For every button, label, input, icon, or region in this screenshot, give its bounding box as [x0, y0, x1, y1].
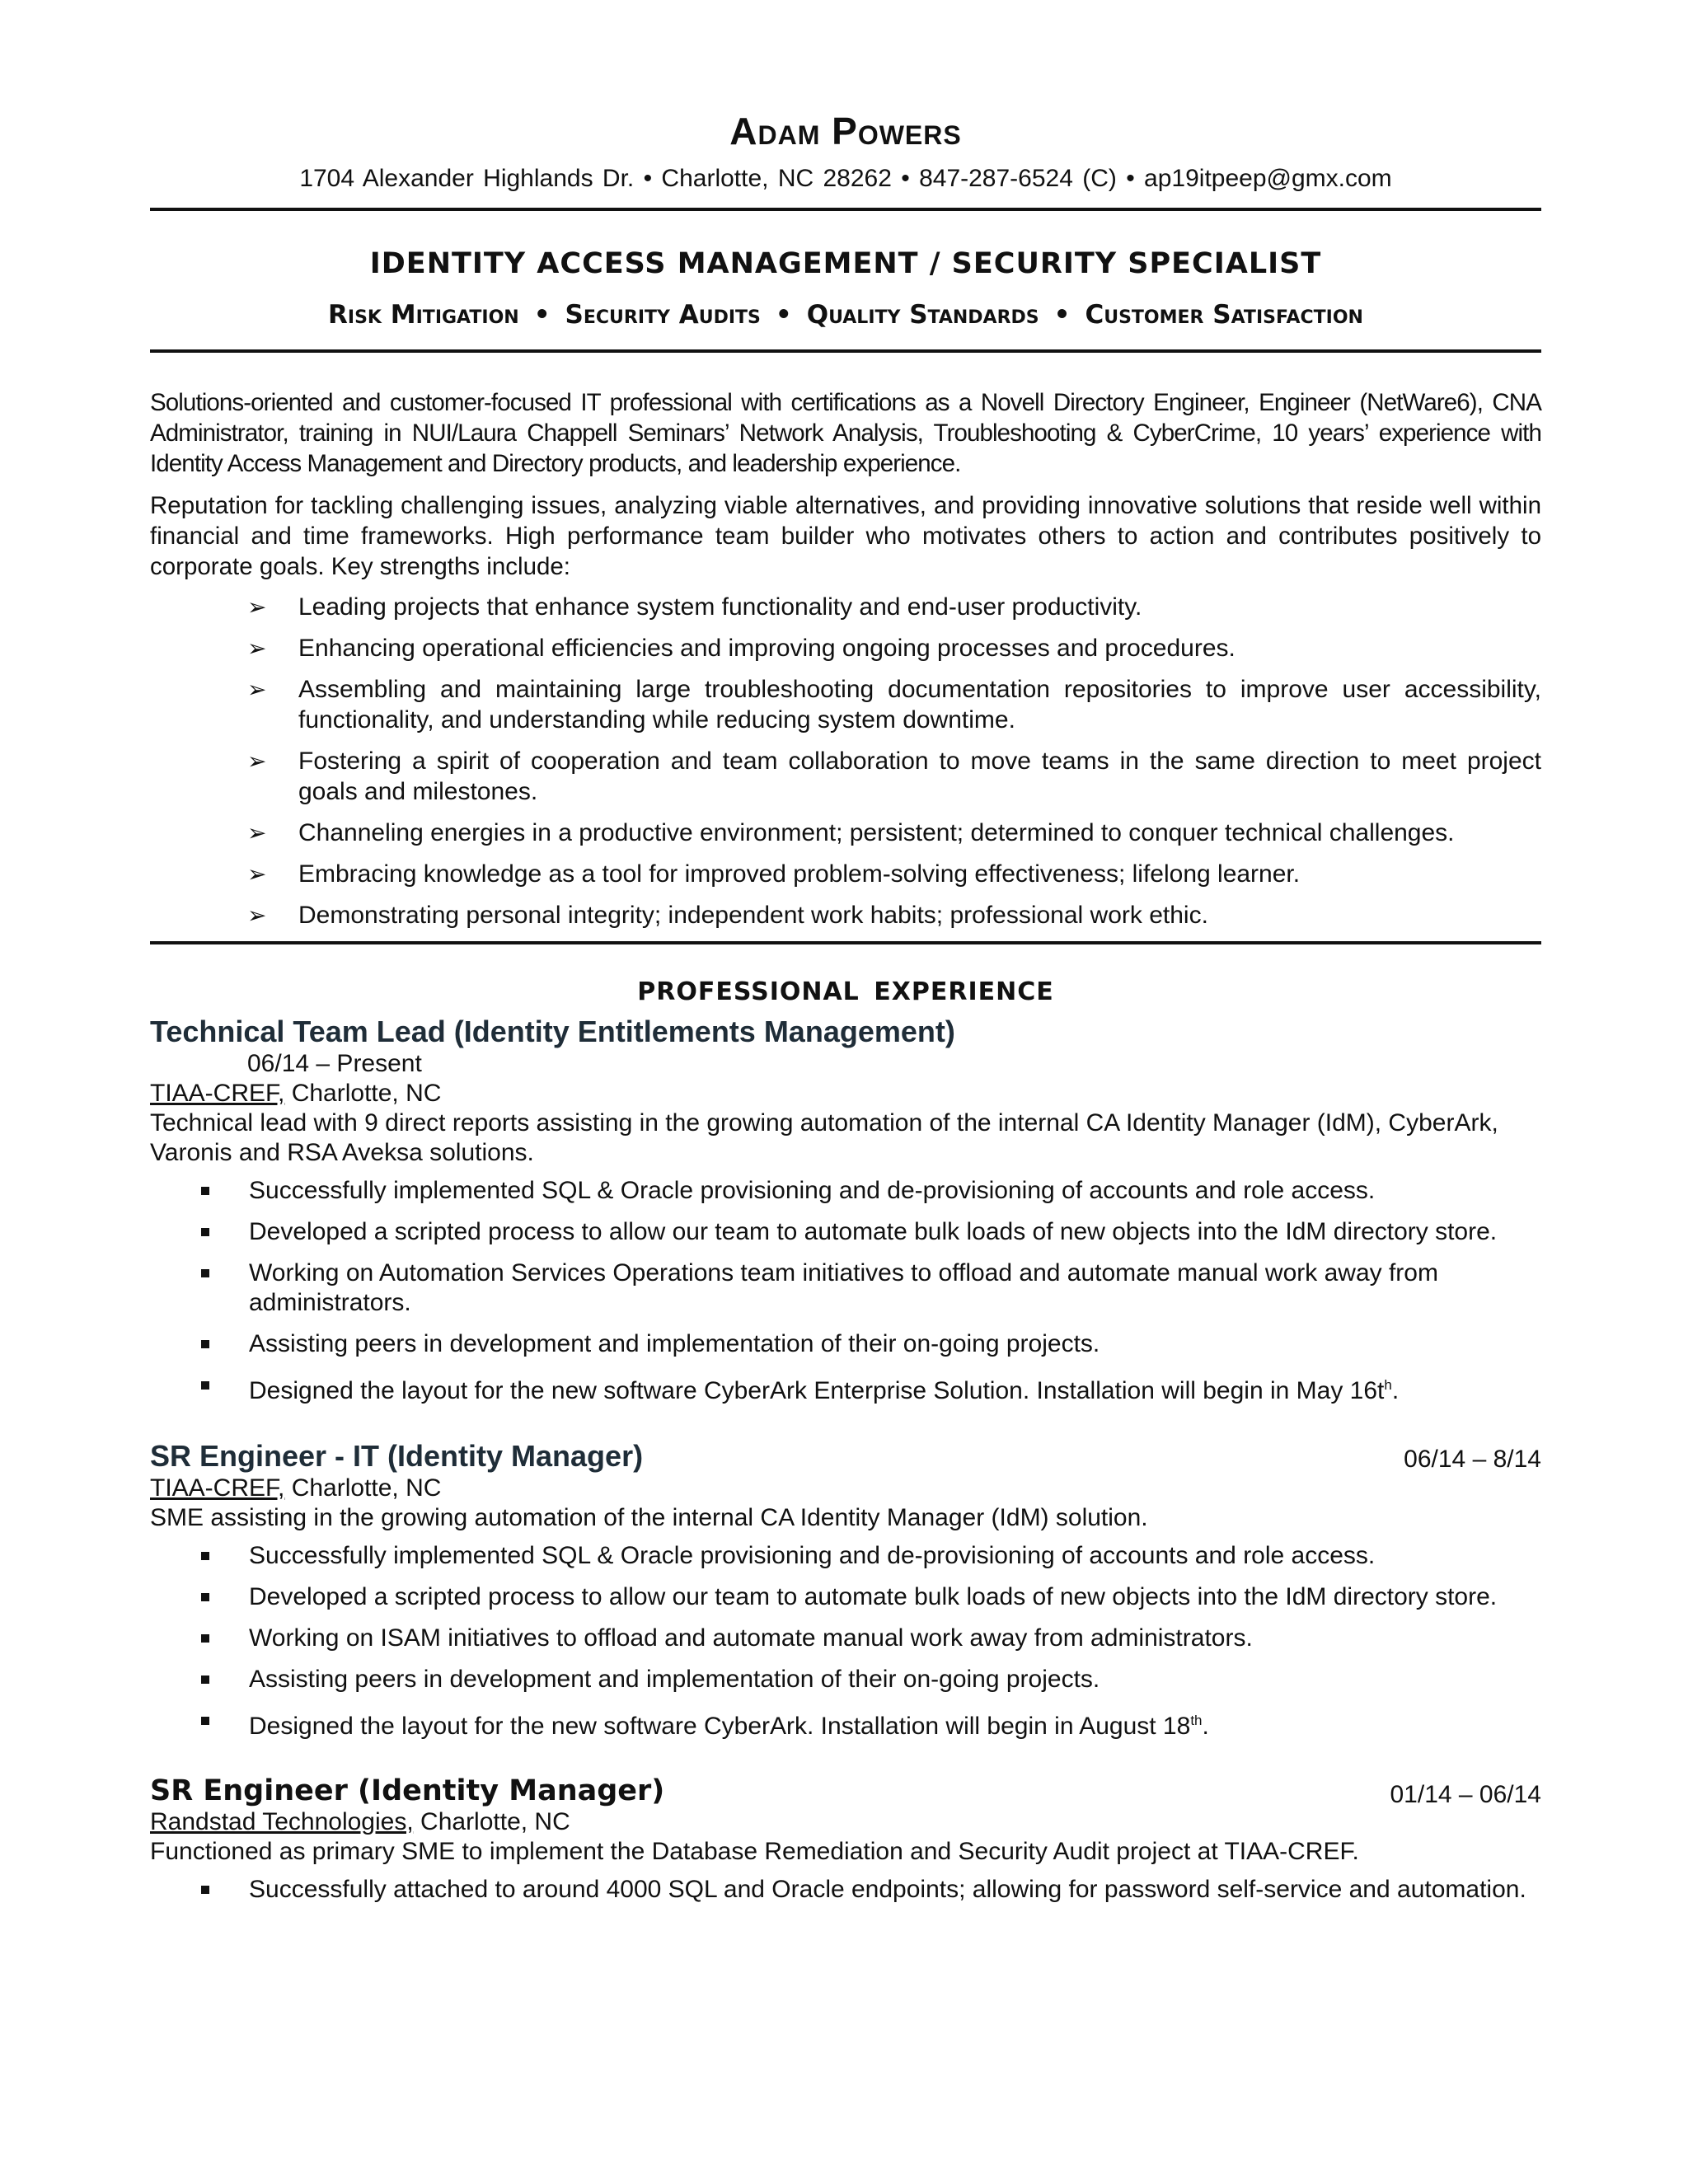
focus-item: Risk Mitigation — [328, 300, 519, 330]
focus-separator: • — [533, 300, 551, 330]
focus-item: Customer Satisfaction — [1085, 300, 1363, 330]
square-bullet-icon — [201, 1593, 209, 1601]
job-entry — [150, 1015, 1541, 1406]
job-location: Charlotte, NC — [291, 1080, 442, 1107]
arrow-bullet-icon: ➢ — [247, 820, 267, 846]
square-bullet-icon — [201, 1717, 209, 1725]
job-dates: 06/14 – 8/14 — [1404, 1446, 1541, 1473]
list-item: Designed the layout for the new software CyberArk Enterprise Solution. Installation will begin in May $16t^h$. — [150, 1371, 1541, 1406]
focus-item: Quality Standards — [806, 300, 1039, 330]
job-location: Charlotte, NC — [291, 1474, 442, 1502]
list-item: ➢ Demonstrating personal integrity; independent work habits; professional work ethic. — [247, 902, 1208, 929]
focus-separator: • — [1053, 300, 1071, 330]
square-bullet-icon — [201, 1187, 209, 1195]
list-item: Successfully attached to around 4000 SQL and Oracle endpoints; allowing for password self-service and automation. — [150, 1875, 1541, 1905]
job-description: SME assisting in the growing automation of the internal CA Identity Manager (IdM) solution. — [150, 1504, 1148, 1531]
square-bullet-icon — [201, 1675, 209, 1684]
job-duties-list — [150, 1875, 1541, 1905]
square-bullet-icon — [201, 1634, 209, 1643]
job-entry — [150, 1439, 1541, 1741]
job-description: Functioned as primary SME to implement the Database Remediation and Security Audit project at TIAA-CREF. — [150, 1838, 1359, 1865]
job-title: SR Engineer (Identity Manager) — [150, 1774, 665, 1807]
professional-headline: IDENTITY ACCESS MANAGEMENT / SECURITY SPECIALIST — [369, 247, 1322, 280]
headline-divider — [150, 349, 1541, 353]
job-location: Charlotte, NC — [420, 1808, 570, 1835]
key-strengths-list — [150, 592, 1541, 930]
arrow-bullet-icon: ➢ — [247, 635, 267, 661]
summary-paragraph: Reputation for tackling challenging issues, analyzing viable alternatives, and providing innovative solutions that reside well within financial and time frameworks. High performance team builder who motivates others to action and contributes positively to corporate goals. Key strengths include: — [150, 492, 1541, 580]
focus-item: Security Audits — [565, 300, 761, 330]
job-employer — [150, 1079, 1541, 1108]
list-item: Working on Automation Services Operations team initiatives to offload and automate manual work away from administrators. — [150, 1258, 1541, 1318]
arrow-bullet-icon: ➢ — [247, 594, 267, 620]
job-employer — [150, 1474, 1541, 1503]
list-item: Assisting peers in development and implementation of their on-going projects. — [150, 1329, 1541, 1359]
list-item: ➢ Enhancing operational efficiencies and improving ongoing processes and procedures. — [247, 635, 1236, 662]
list-item: Successfully implemented SQL & Oracle provisioning and de-provisioning of accounts and role access. — [150, 1541, 1541, 1571]
focus-areas — [150, 300, 1541, 330]
company-name: Randstad Technologies, — [150, 1808, 414, 1835]
list-item: ➢ Fostering a spirit of cooperation and team collaboration to move teams in the same direction to meet project goals and milestones. — [247, 748, 1541, 805]
list-item: Developed a scripted process to allow our team to automate bulk loads of new objects into the IdM directory store. — [150, 1217, 1541, 1247]
job-entry — [150, 1774, 1541, 1905]
list-item: Working on ISAM initiatives to offload and automate manual work away from administrators. — [150, 1624, 1541, 1653]
square-bullet-icon — [201, 1340, 209, 1348]
square-bullet-icon — [201, 1552, 209, 1560]
arrow-bullet-icon: ➢ — [247, 677, 267, 702]
arrow-bullet-icon: ➢ — [247, 902, 267, 928]
square-bullet-icon — [201, 1381, 209, 1390]
arrow-bullet-icon: ➢ — [247, 861, 267, 887]
job-description: Technical lead with 9 direct reports assisting in the growing automation of the internal CA Identity Manager (IdM), CyberArk, Varonis and RSA Aveksa solutions. — [150, 1109, 1498, 1166]
resume-page — [150, 0, 1541, 1916]
section-title-experience: PROFESSIONAL EXPERIENCE — [637, 977, 1054, 1006]
company-name: TIAA-CREF, — [150, 1080, 285, 1107]
company-name: TIAA-CREF, — [150, 1474, 285, 1502]
focus-separator: • — [775, 300, 792, 330]
list-item: Successfully implemented SQL & Oracle provisioning and de-provisioning of accounts and role access. — [150, 1176, 1541, 1206]
square-bullet-icon — [201, 1886, 209, 1894]
list-item: ➢ Embracing knowledge as a tool for improved problem-solving effectiveness; lifelong learner. — [247, 860, 1301, 888]
header-divider — [150, 208, 1541, 211]
superscript: th — [1190, 1713, 1203, 1728]
list-item: Assisting peers in development and implementation of their on-going projects. — [150, 1665, 1541, 1694]
job-dates: 06/14 – Present — [247, 1050, 422, 1077]
candidate-name: Adam Powers — [729, 110, 962, 152]
list-item: Designed the layout for the new software CyberArk. Installation will begin in August 18th. — [150, 1706, 1541, 1741]
list-item: ➢ Leading projects that enhance system functionality and end-user productivity. — [247, 593, 1142, 621]
superscript: h — [1384, 1377, 1392, 1393]
job-duties-list — [150, 1541, 1541, 1741]
contact-line: 1704 Alexander Highlands Dr. • Charlotte, NC 28262 • 847-287-6524 (C) • ap19itpeep@gmx.com — [299, 165, 1392, 192]
square-bullet-icon — [201, 1269, 209, 1277]
job-duties-list — [150, 1176, 1541, 1406]
job-title: SR Engineer - IT (Identity Manager) — [150, 1439, 644, 1473]
list-item: ➢ Assembling and maintaining large troubleshooting documentation repositories to improve user accessibility, functionality, and understanding while reducing system downtime. — [247, 676, 1541, 733]
square-bullet-icon — [201, 1228, 209, 1236]
job-employer — [150, 1807, 1541, 1837]
job-title: Technical Team Lead (Identity Entitlements Management) — [150, 1015, 955, 1048]
summary-paragraph: Solutions-oriented and customer-focused IT professional with certifications as a Novell Directory Engineer, Engineer (NetWare6), CNA Administrator, training in NUI/Laura Chappell Seminars’ Network Analysis, Troubleshooting & CyberCrime, 10 years’ experience with Identity Access Management and Directory products, and leadership experience. — [150, 389, 1541, 477]
list-item: Developed a scripted process to allow our team to automate bulk loads of new objects into the IdM directory store. — [150, 1582, 1541, 1612]
list-item: ➢ Channeling energies in a productive environment; persistent; determined to conquer technical challenges. — [247, 819, 1455, 846]
summary-divider — [150, 941, 1541, 944]
arrow-bullet-icon: ➢ — [247, 748, 267, 774]
job-dates: 01/14 – 06/14 — [1390, 1781, 1541, 1808]
summary-section — [150, 387, 1541, 930]
